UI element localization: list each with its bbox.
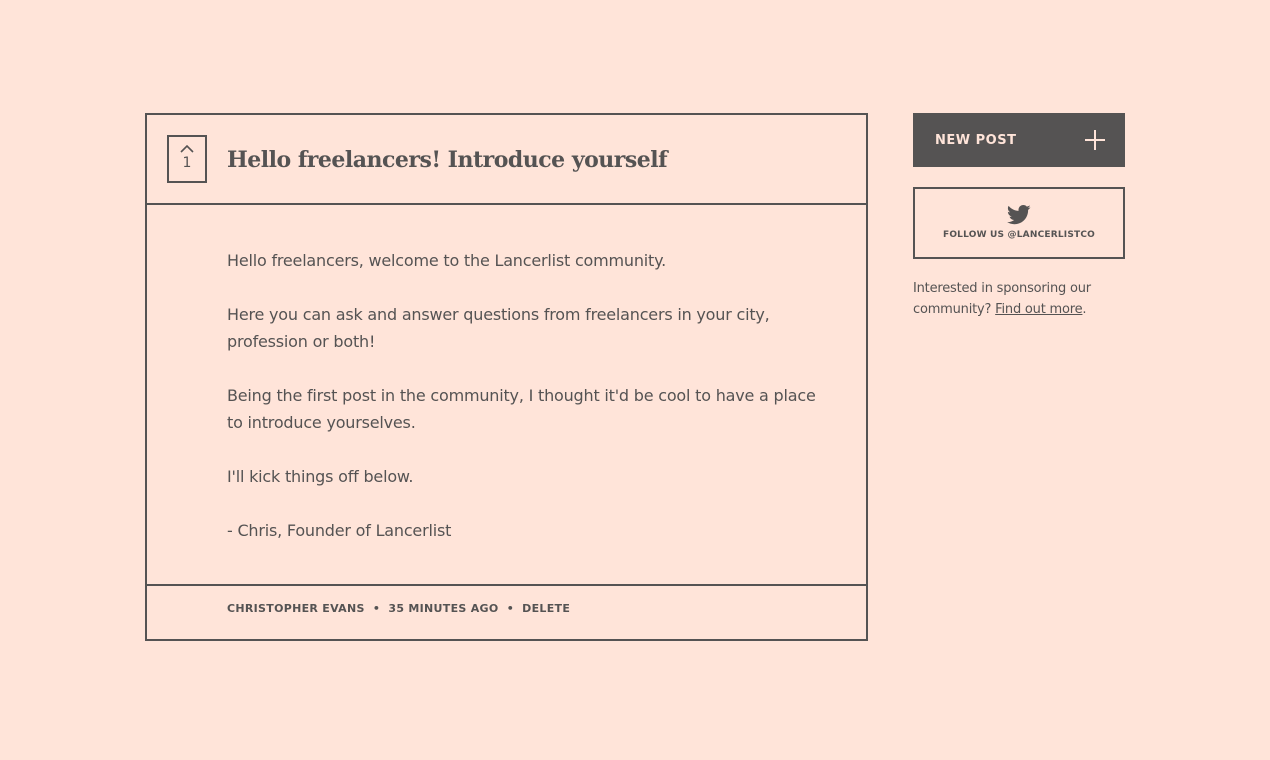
chevron-up-icon [180,145,194,153]
post-paragraph: I'll kick things off below. [227,467,414,486]
post-paragraph: Here you can ask and answer questions from freelancers in your city, profession or both! [227,305,770,351]
post-paragraph: - Chris, Founder of Lancerlist [227,521,452,540]
sponsor-period: . [1082,302,1087,317]
post-body [147,205,866,586]
post-header [147,115,866,205]
new-post-button[interactable] [913,113,1125,167]
find-out-more-link[interactable]: Find out more [995,302,1083,317]
plus-icon [1085,130,1105,150]
post-author[interactable]: CHRISTOPHER EVANS [227,602,365,615]
post-card [145,113,868,641]
post-timestamp: 35 MINUTES AGO [388,602,499,615]
delete-button[interactable]: DELETE [522,602,571,615]
post-meta [147,586,866,639]
vote-count: 1 [182,155,192,171]
follow-twitter-button[interactable] [913,187,1125,259]
post-title: Hello freelancers! Introduce yourself [227,147,668,173]
new-post-label: NEW POST [935,132,1017,148]
post-paragraph: Hello freelancers, welcome to the Lancerlist community. [227,251,666,270]
twitter-bird-icon [1007,205,1031,225]
upvote-button[interactable] [167,135,207,183]
follow-label: FOLLOW US @LANCERLISTCO [942,230,1096,240]
post-paragraph: Being the first post in the community, I thought it'd be cool to have a place to introduce yourselves. [227,386,816,432]
meta-separator: • [372,602,381,615]
sponsor-note [913,278,1125,320]
sponsor-text: Interested in sponsoring our community? [913,281,1091,317]
meta-separator: • [506,602,515,615]
